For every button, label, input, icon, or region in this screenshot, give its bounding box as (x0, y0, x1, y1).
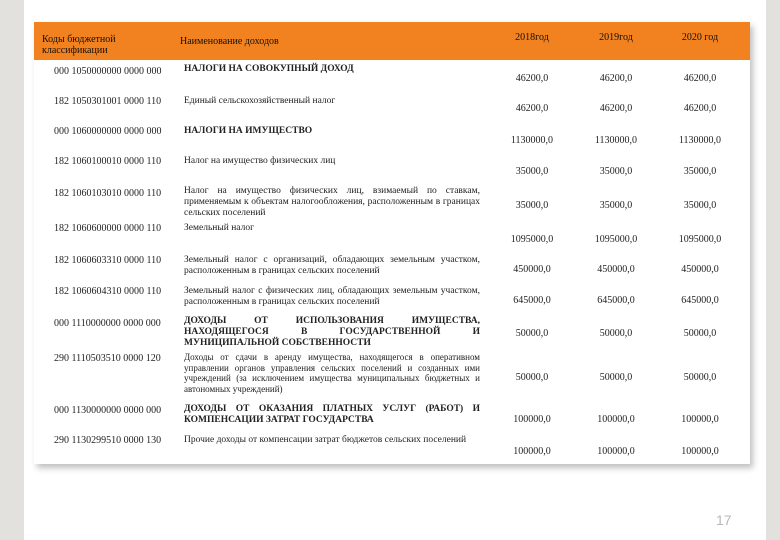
table-row-value-2020: 35000,0 (683, 200, 717, 211)
left-margin (0, 0, 24, 540)
table-row-value-2020: 50000,0 (683, 372, 717, 383)
table-row-value-2018: 35000,0 (515, 166, 549, 177)
right-margin (766, 0, 780, 540)
header-2018: 2018год (515, 32, 549, 43)
revenue-table (34, 22, 750, 464)
table-row-value-2019: 46200,0 (599, 103, 633, 114)
table-row-value-2019: 100000,0 (597, 446, 635, 457)
table-row-value-2020: 100000,0 (681, 446, 719, 457)
table-row-value-2020: 46200,0 (683, 103, 717, 114)
table-row-value-2018: 645000,0 (513, 295, 551, 306)
header-name: Наименование доходов (180, 36, 279, 47)
table-row-value-2020: 50000,0 (683, 328, 717, 339)
header-2020: 2020 год (681, 32, 719, 43)
table-row-value-2019: 35000,0 (599, 166, 633, 177)
table-row-value-2018: 50000,0 (515, 328, 549, 339)
table-row-value-2018: 450000,0 (513, 264, 551, 275)
page-number: 17 (716, 512, 732, 528)
table-row-name: ДОХОДЫ ОТ ОКАЗАНИЯ ПЛАТНЫХ УСЛУГ (РАБОТ) И КОМПЕНСАЦИИ ЗАТРАТ ГОСУДАРСТВА (184, 404, 480, 425)
table-row-value-2019: 645000,0 (597, 295, 635, 306)
table-row-name: НАЛОГИ НА СОВОКУПНЫЙ ДОХОД (184, 64, 354, 74)
header-2019: 2019год (599, 32, 633, 43)
table-row-code: 182 1060100010 0000 110 (54, 156, 162, 167)
table-row-name: Налог на имущество физических лиц (184, 156, 336, 166)
table-row-value-2020: 450000,0 (681, 264, 719, 275)
table-row-code: 290 1110503510 0000 120 (54, 353, 161, 364)
table-row-value-2018: 50000,0 (515, 372, 549, 383)
table-row-value-2018: 46200,0 (515, 103, 549, 114)
table-row-value-2019: 1095000,0 (594, 234, 638, 245)
table-row-name: Земельный налог с физических лиц, обладающих земельным участком, расположенным в границах сельских поселений (184, 286, 480, 307)
table-row-value-2018: 100000,0 (513, 446, 551, 457)
table-row-name: Налог на имущество физических лиц, взимаемый по ставкам, применяемым к объектам налогообложения, расположенным в границах сельских поселений (184, 186, 480, 218)
table-row-code: 000 1130000000 0000 000 (54, 405, 162, 416)
table-row-code: 182 1050301001 0000 110 (54, 96, 162, 107)
table-row-value-2019: 46200,0 (599, 73, 633, 84)
table-row-code: 182 1060600000 0000 110 (54, 223, 162, 234)
table-row-code: 182 1060603310 0000 110 (54, 255, 162, 266)
table-row-value-2020: 100000,0 (681, 414, 719, 425)
table-row-value-2019: 50000,0 (599, 328, 633, 339)
table-row-name: Земельный налог с организаций, обладающих земельным участком, расположенным в границах сельских поселений (184, 255, 480, 276)
table-row-value-2018: 100000,0 (513, 414, 551, 425)
table-row-value-2020: 645000,0 (681, 295, 719, 306)
table-row-name: Доходы от сдачи в аренду имущества, находящегося в оперативном управлении органов управления сельских поселений и созданных ими учреждений (за исключением имущества муниципальных бюджетных и автономных учреждений) (184, 352, 480, 394)
table-row-value-2019: 450000,0 (597, 264, 635, 275)
table-row-value-2020: 1130000,0 (678, 135, 722, 146)
table-row-value-2020: 1095000,0 (678, 234, 722, 245)
table-row-code: 000 1110000000 0000 000 (54, 318, 161, 329)
table-row-value-2020: 35000,0 (683, 166, 717, 177)
table-row-value-2018: 1095000,0 (510, 234, 554, 245)
table-row-code: 182 1060604310 0000 110 (54, 286, 162, 297)
table-row-value-2018: 1130000,0 (510, 135, 554, 146)
table-row-value-2018: 35000,0 (515, 200, 549, 211)
table-row-name: Единый сельскохозяйственный налог (184, 96, 336, 106)
table-row-name: ДОХОДЫ ОТ ИСПОЛЬЗОВАНИЯ ИМУЩЕСТВА, НАХОДЯЩЕГОСЯ В ГОСУДАРСТВЕННОЙ И МУНИЦИПАЛЬНОЙ СОБСТВЕННОСТИ (184, 316, 480, 348)
table-row-code: 000 1060000000 0000 000 (54, 126, 162, 137)
table-row-code: 290 1130299510 0000 130 (54, 435, 162, 446)
table-row-value-2019: 50000,0 (599, 372, 633, 383)
table-row-name: Земельный налог (184, 223, 254, 233)
table-row-name: Прочие доходы от компенсации затрат бюджетов сельских поселений (184, 435, 467, 445)
table-row-code: 000 1050000000 0000 000 (54, 66, 162, 77)
header-code: Коды бюджетной классификации (42, 34, 116, 56)
table-row-name: НАЛОГИ НА ИМУЩЕСТВО (184, 126, 313, 136)
table-row-value-2019: 100000,0 (597, 414, 635, 425)
table-row-code: 182 1060103010 0000 110 (54, 188, 162, 199)
table-row-value-2018: 46200,0 (515, 73, 549, 84)
table-row-value-2019: 35000,0 (599, 200, 633, 211)
table-row-value-2020: 46200,0 (683, 73, 717, 84)
table-row-value-2019: 1130000,0 (594, 135, 638, 146)
